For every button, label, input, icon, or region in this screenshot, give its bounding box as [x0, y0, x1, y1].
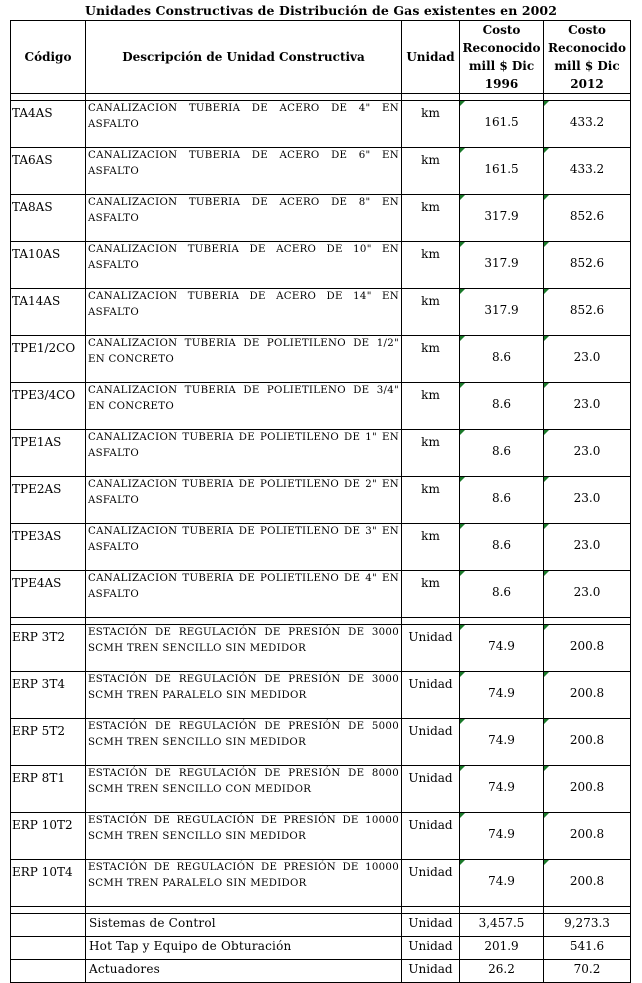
- cost-2012-cell-text: 541.6: [569, 939, 605, 953]
- cost-2012-cell: [544, 336, 631, 383]
- table-row: [11, 524, 631, 571]
- cost-2012-cell: [544, 383, 631, 430]
- cost-2012-cell-text: 852.6: [569, 209, 605, 223]
- cost-1996-cell: [460, 937, 544, 960]
- cost-1996-cell-text: 8.6: [491, 585, 512, 599]
- code-cell-text: ERP 5T2: [12, 724, 65, 738]
- description-cell-text: CANALIZACION TUBERIA DE POLIETILENO DE 2" EN ASFALTO: [88, 479, 399, 506]
- unit-cell-text: Unidad: [408, 724, 453, 738]
- separator-cell: [544, 618, 631, 625]
- cell-marker-icon: [460, 860, 465, 865]
- cell-marker-icon: [544, 766, 549, 771]
- cost-2012-cell-text: 70.2: [573, 962, 601, 976]
- description-cell-text: CANALIZACION TUBERIA DE ACERO DE 8" EN ASFALTO: [88, 197, 399, 224]
- table-row: [11, 289, 631, 336]
- code-cell: [11, 242, 86, 289]
- separator-row: [11, 618, 631, 625]
- code-cell-text: ERP 10T4: [12, 865, 73, 879]
- separator-cell: [402, 907, 460, 914]
- header-line: 2012: [570, 77, 604, 91]
- description-cell: [86, 860, 402, 907]
- cell-marker-icon: [460, 148, 465, 153]
- code-cell-text: TA4AS: [12, 106, 53, 120]
- cost-2012-cell-text: 852.6: [569, 256, 605, 270]
- unit-cell-text: Unidad: [408, 818, 453, 832]
- cell-marker-icon: [460, 336, 465, 341]
- cost-1996-cell-text: 8.6: [491, 350, 512, 364]
- cost-1996-cell-text: 74.9: [488, 780, 515, 794]
- header-costo-2012: [544, 21, 631, 94]
- header-line: mill $ Dic: [554, 59, 620, 73]
- cell-marker-icon: [460, 289, 465, 294]
- code-cell: [11, 937, 86, 960]
- code-cell-text: TPE3AS: [12, 529, 62, 543]
- unit-cell: [402, 719, 460, 766]
- unit-cell-text: km: [421, 106, 440, 120]
- cost-1996-cell-text: 74.9: [488, 827, 515, 841]
- cost-1996-cell: [460, 625, 544, 672]
- table-row: [11, 477, 631, 524]
- description-cell: [86, 719, 402, 766]
- cost-2012-cell: [544, 914, 631, 937]
- unit-cell-text: Unidad: [408, 865, 453, 879]
- description-cell: [86, 289, 402, 336]
- table-row: [11, 242, 631, 289]
- unit-cell-text: km: [421, 576, 440, 590]
- unit-cell: [402, 148, 460, 195]
- description-cell: [86, 336, 402, 383]
- cost-2012-cell: [544, 430, 631, 477]
- description-cell-text: ESTACIÓN DE REGULACIÓN DE PRESIÓN DE 8000 SCMH TREN SENCILLO CON MEDIDOR: [88, 768, 399, 795]
- cost-2012-cell-text: 200.8: [569, 733, 605, 747]
- cost-1996-cell: [460, 195, 544, 242]
- cell-marker-icon: [460, 813, 465, 818]
- cost-table: [10, 20, 631, 983]
- code-cell: [11, 101, 86, 148]
- cell-marker-icon: [544, 524, 549, 529]
- cost-2012-cell: [544, 813, 631, 860]
- table-row: [11, 960, 631, 983]
- code-cell: [11, 860, 86, 907]
- code-cell: [11, 336, 86, 383]
- cell-marker-icon: [544, 672, 549, 677]
- code-cell: [11, 148, 86, 195]
- cell-marker-icon: [460, 383, 465, 388]
- header-line: Costo: [482, 23, 521, 37]
- unit-cell-text: km: [421, 529, 440, 543]
- table-title: Unidades Constructivas de Distribución de Gas existentes en 2002: [84, 3, 558, 18]
- cost-1996-cell: [460, 719, 544, 766]
- cost-1996-cell-text: 3,457.5: [478, 916, 525, 930]
- unit-cell-text: Unidad: [408, 677, 453, 691]
- cost-1996-cell-text: 74.9: [488, 874, 515, 888]
- cost-1996-cell: [460, 430, 544, 477]
- cost-1996-cell-text: 8.6: [491, 444, 512, 458]
- cost-2012-cell: [544, 960, 631, 983]
- table-row: [11, 625, 631, 672]
- unit-cell-text: Unidad: [408, 916, 453, 930]
- cost-2012-cell: [544, 289, 631, 336]
- unit-cell-text: Unidad: [408, 630, 453, 644]
- unit-cell: [402, 672, 460, 719]
- cell-marker-icon: [460, 719, 465, 724]
- table-row: [11, 101, 631, 148]
- cost-1996-cell-text: 317.9: [484, 256, 519, 270]
- cost-2012-cell-text: 9,273.3: [564, 916, 610, 930]
- separator-cell: [460, 907, 544, 914]
- code-cell-text: ERP 3T2: [12, 630, 65, 644]
- cell-marker-icon: [544, 477, 549, 482]
- code-cell: [11, 672, 86, 719]
- separator-cell: [544, 907, 631, 914]
- code-cell-text: TA6AS: [12, 153, 53, 167]
- cell-marker-icon: [460, 766, 465, 771]
- code-cell: [11, 430, 86, 477]
- description-cell: [86, 960, 402, 983]
- description-cell: [86, 195, 402, 242]
- unit-cell: [402, 336, 460, 383]
- separator-cell: [402, 94, 460, 101]
- cost-1996-cell: [460, 383, 544, 430]
- header-costo-1996: [460, 21, 544, 94]
- header-descripcion: Descripción de Unidad Constructiva: [86, 21, 402, 94]
- table-row: [11, 195, 631, 242]
- header-line: mill $ Dic: [468, 59, 535, 73]
- cell-marker-icon: [544, 625, 549, 630]
- cost-2012-cell: [544, 524, 631, 571]
- code-cell: [11, 477, 86, 524]
- unit-cell: [402, 430, 460, 477]
- cost-1996-cell: [460, 242, 544, 289]
- header-codigo: Código: [11, 21, 86, 94]
- header-unidad: Unidad: [402, 21, 460, 94]
- description-cell-text: CANALIZACION TUBERIA DE POLIETILENO DE 1" EN ASFALTO: [88, 432, 399, 459]
- separator-cell: [460, 94, 544, 101]
- cost-2012-cell-text: 852.6: [569, 303, 605, 317]
- cost-2012-cell: [544, 672, 631, 719]
- header-line: Reconocido: [462, 41, 541, 55]
- cell-marker-icon: [544, 336, 549, 341]
- table-row: [11, 430, 631, 477]
- cost-1996-cell: [460, 813, 544, 860]
- unit-cell: [402, 937, 460, 960]
- unit-cell-text: km: [421, 294, 440, 308]
- cell-marker-icon: [544, 383, 549, 388]
- table-row: [11, 914, 631, 937]
- cost-1996-cell-text: 8.6: [491, 491, 512, 505]
- cost-1996-cell: [460, 336, 544, 383]
- header-line: 1996: [484, 77, 519, 91]
- table-row: [11, 719, 631, 766]
- cost-1996-cell: [460, 571, 544, 618]
- separator-row: [11, 907, 631, 914]
- cost-1996-cell-text: 8.6: [491, 538, 512, 552]
- cell-marker-icon: [544, 195, 549, 200]
- description-cell-text: CANALIZACION TUBERIA DE ACERO DE 14" EN ASFALTO: [88, 291, 399, 318]
- cell-marker-icon: [460, 672, 465, 677]
- description-cell: [86, 914, 402, 937]
- separator-cell: [11, 618, 86, 625]
- code-cell-text: TA8AS: [12, 200, 53, 214]
- cost-2012-cell-text: 200.8: [569, 686, 605, 700]
- description-cell-text: ESTACIÓN DE REGULACIÓN DE PRESIÓN DE 3000 SCMH TREN PARALELO SIN MEDIDOR: [88, 674, 399, 701]
- table-row: [11, 766, 631, 813]
- description-cell-text: ESTACIÓN DE REGULACIÓN DE PRESIÓN DE 10000 SCMH TREN SENCILLO SIN MEDIDOR: [88, 815, 399, 842]
- cell-marker-icon: [460, 430, 465, 435]
- code-cell-text: TPE2AS: [12, 482, 62, 496]
- cost-2012-cell-text: 200.8: [569, 639, 605, 653]
- cost-2012-cell-text: 200.8: [569, 827, 605, 841]
- description-cell: [86, 477, 402, 524]
- cell-marker-icon: [460, 524, 465, 529]
- code-cell-text: ERP 3T4: [12, 677, 65, 691]
- cost-1996-cell-text: 74.9: [488, 733, 515, 747]
- unit-cell: [402, 766, 460, 813]
- code-cell: [11, 289, 86, 336]
- unit-cell: [402, 960, 460, 983]
- code-cell-text: TPE1/2CO: [12, 341, 76, 355]
- unit-cell-text: km: [421, 341, 440, 355]
- unit-cell: [402, 477, 460, 524]
- cost-1996-cell: [460, 524, 544, 571]
- separator-cell: [86, 907, 402, 914]
- cell-marker-icon: [460, 242, 465, 247]
- description-cell: [86, 242, 402, 289]
- description-cell: [86, 430, 402, 477]
- table-row: [11, 148, 631, 195]
- cost-2012-cell-text: 433.2: [569, 115, 605, 129]
- description-cell-text: Hot Tap y Equipo de Obturación: [89, 939, 292, 953]
- unit-cell-text: km: [421, 388, 440, 402]
- cost-2012-cell: [544, 242, 631, 289]
- cell-marker-icon: [544, 860, 549, 865]
- cost-1996-cell: [460, 766, 544, 813]
- cost-1996-cell: [460, 860, 544, 907]
- unit-cell: [402, 195, 460, 242]
- unit-cell-text: km: [421, 247, 440, 261]
- cell-marker-icon: [460, 571, 465, 576]
- cost-1996-cell-text: 74.9: [488, 639, 515, 653]
- code-cell: [11, 383, 86, 430]
- unit-cell: [402, 571, 460, 618]
- description-cell: [86, 937, 402, 960]
- cell-marker-icon: [460, 625, 465, 630]
- description-cell-text: CANALIZACION TUBERIA DE POLIETILENO DE 4" EN ASFALTO: [88, 573, 399, 600]
- cost-1996-cell-text: 161.5: [484, 162, 519, 176]
- header-line: Costo: [568, 23, 606, 37]
- table-row: [11, 672, 631, 719]
- unit-cell-text: km: [421, 200, 440, 214]
- description-cell-text: ESTACIÓN DE REGULACIÓN DE PRESIÓN DE 3000 SCMH TREN SENCILLO SIN MEDIDOR: [88, 627, 399, 654]
- table-row: [11, 937, 631, 960]
- cost-1996-cell-text: 26.2: [488, 962, 515, 976]
- code-cell-text: TPE4AS: [12, 576, 62, 590]
- code-cell: [11, 766, 86, 813]
- cost-2012-cell-text: 200.8: [569, 780, 605, 794]
- separator-row: [11, 94, 631, 101]
- description-cell: [86, 672, 402, 719]
- cost-2012-cell-text: 433.2: [569, 162, 605, 176]
- cost-2012-cell-text: 23.0: [573, 444, 601, 458]
- cell-marker-icon: [460, 195, 465, 200]
- description-cell-text: Actuadores: [89, 962, 160, 976]
- cost-2012-cell: [544, 477, 631, 524]
- unit-cell: [402, 289, 460, 336]
- cost-2012-cell: [544, 148, 631, 195]
- description-cell-text: ESTACIÓN DE REGULACIÓN DE PRESIÓN DE 10000 SCMH TREN PARALELO SIN MEDIDOR: [88, 862, 399, 889]
- separator-cell: [544, 94, 631, 101]
- code-cell: [11, 625, 86, 672]
- code-cell: [11, 524, 86, 571]
- cell-marker-icon: [544, 813, 549, 818]
- cell-marker-icon: [460, 477, 465, 482]
- cost-1996-cell: [460, 289, 544, 336]
- separator-cell: [11, 94, 86, 101]
- description-cell-text: CANALIZACION TUBERIA DE ACERO DE 6" EN ASFALTO: [88, 150, 399, 177]
- code-cell-text: ERP 8T1: [12, 771, 65, 785]
- description-cell: [86, 524, 402, 571]
- unit-cell-text: km: [421, 435, 440, 449]
- cell-marker-icon: [544, 571, 549, 576]
- table-row: [11, 383, 631, 430]
- cell-marker-icon: [544, 430, 549, 435]
- unit-cell-text: km: [421, 482, 440, 496]
- header-row: [11, 21, 631, 94]
- table-row: [11, 813, 631, 860]
- cost-2012-cell-text: 23.0: [573, 397, 601, 411]
- unit-cell: [402, 625, 460, 672]
- separator-cell: [11, 907, 86, 914]
- cost-2012-cell-text: 23.0: [573, 350, 601, 364]
- unit-cell: [402, 242, 460, 289]
- unit-cell-text: km: [421, 153, 440, 167]
- cost-2012-cell: [544, 860, 631, 907]
- cost-1996-cell: [460, 960, 544, 983]
- description-cell-text: Sistemas de Control: [89, 916, 216, 930]
- separator-cell: [86, 94, 402, 101]
- cost-1996-cell: [460, 101, 544, 148]
- description-cell: [86, 101, 402, 148]
- cost-2012-cell-text: 23.0: [573, 585, 601, 599]
- unit-cell-text: Unidad: [408, 939, 453, 953]
- description-cell-text: ESTACIÓN DE REGULACIÓN DE PRESIÓN DE 5000 SCMH TREN SENCILLO SIN MEDIDOR: [88, 721, 399, 748]
- cost-1996-cell: [460, 914, 544, 937]
- description-cell-text: CANALIZACION TUBERIA DE POLIETILENO DE 3/4" EN CONCRETO: [88, 385, 399, 412]
- unit-cell: [402, 524, 460, 571]
- separator-cell: [86, 618, 402, 625]
- code-cell: [11, 914, 86, 937]
- code-cell-text: ERP 10T2: [12, 818, 73, 832]
- cost-1996-cell-text: 201.9: [484, 939, 519, 953]
- description-cell-text: CANALIZACION TUBERIA DE POLIETILENO DE 3" EN ASFALTO: [88, 526, 399, 553]
- cell-marker-icon: [460, 101, 465, 106]
- cost-1996-cell-text: 317.9: [484, 303, 519, 317]
- cell-marker-icon: [544, 242, 549, 247]
- description-cell: [86, 148, 402, 195]
- code-cell: [11, 719, 86, 766]
- cost-1996-cell: [460, 672, 544, 719]
- cost-2012-cell-text: 200.8: [569, 874, 605, 888]
- table-body: [11, 94, 631, 983]
- cell-marker-icon: [544, 101, 549, 106]
- table-row: [11, 336, 631, 383]
- cost-2012-cell: [544, 571, 631, 618]
- cost-2012-cell: [544, 719, 631, 766]
- separator-cell: [402, 618, 460, 625]
- unit-cell-text: Unidad: [408, 771, 453, 785]
- cost-2012-cell: [544, 101, 631, 148]
- description-cell: [86, 571, 402, 618]
- table-row: [11, 860, 631, 907]
- description-cell-text: CANALIZACION TUBERIA DE ACERO DE 10" EN ASFALTO: [88, 244, 399, 271]
- header-line: Reconocido: [548, 41, 626, 55]
- code-cell-text: TA14AS: [12, 294, 61, 308]
- code-cell-text: TA10AS: [12, 247, 61, 261]
- unit-cell: [402, 101, 460, 148]
- cost-2012-cell: [544, 195, 631, 242]
- unit-cell: [402, 860, 460, 907]
- code-cell: [11, 813, 86, 860]
- code-cell: [11, 571, 86, 618]
- description-cell: [86, 625, 402, 672]
- unit-cell: [402, 813, 460, 860]
- cost-1996-cell-text: 74.9: [488, 686, 515, 700]
- cell-marker-icon: [544, 289, 549, 294]
- cost-1996-cell-text: 317.9: [484, 209, 519, 223]
- cost-2012-cell-text: 23.0: [573, 538, 601, 552]
- cost-1996-cell: [460, 477, 544, 524]
- table-row: [11, 571, 631, 618]
- description-cell: [86, 813, 402, 860]
- cost-1996-cell-text: 8.6: [491, 397, 512, 411]
- cost-2012-cell: [544, 766, 631, 813]
- description-cell: [86, 766, 402, 813]
- code-cell-text: TPE3/4CO: [12, 388, 76, 402]
- cost-2012-cell-text: 23.0: [573, 491, 601, 505]
- cell-marker-icon: [544, 148, 549, 153]
- cost-2012-cell: [544, 625, 631, 672]
- unit-cell: [402, 914, 460, 937]
- cost-1996-cell-text: 161.5: [484, 115, 519, 129]
- code-cell: [11, 960, 86, 983]
- code-cell: [11, 195, 86, 242]
- description-cell-text: CANALIZACION TUBERIA DE POLIETILENO DE 1/2" EN CONCRETO: [88, 338, 399, 365]
- unit-cell-text: Unidad: [408, 962, 453, 976]
- cell-marker-icon: [544, 719, 549, 724]
- description-cell: [86, 383, 402, 430]
- unit-cell: [402, 383, 460, 430]
- description-cell-text: CANALIZACION TUBERIA DE ACERO DE 4" EN ASFALTO: [88, 103, 399, 130]
- separator-cell: [460, 618, 544, 625]
- cost-1996-cell: [460, 148, 544, 195]
- cost-2012-cell: [544, 937, 631, 960]
- code-cell-text: TPE1AS: [12, 435, 62, 449]
